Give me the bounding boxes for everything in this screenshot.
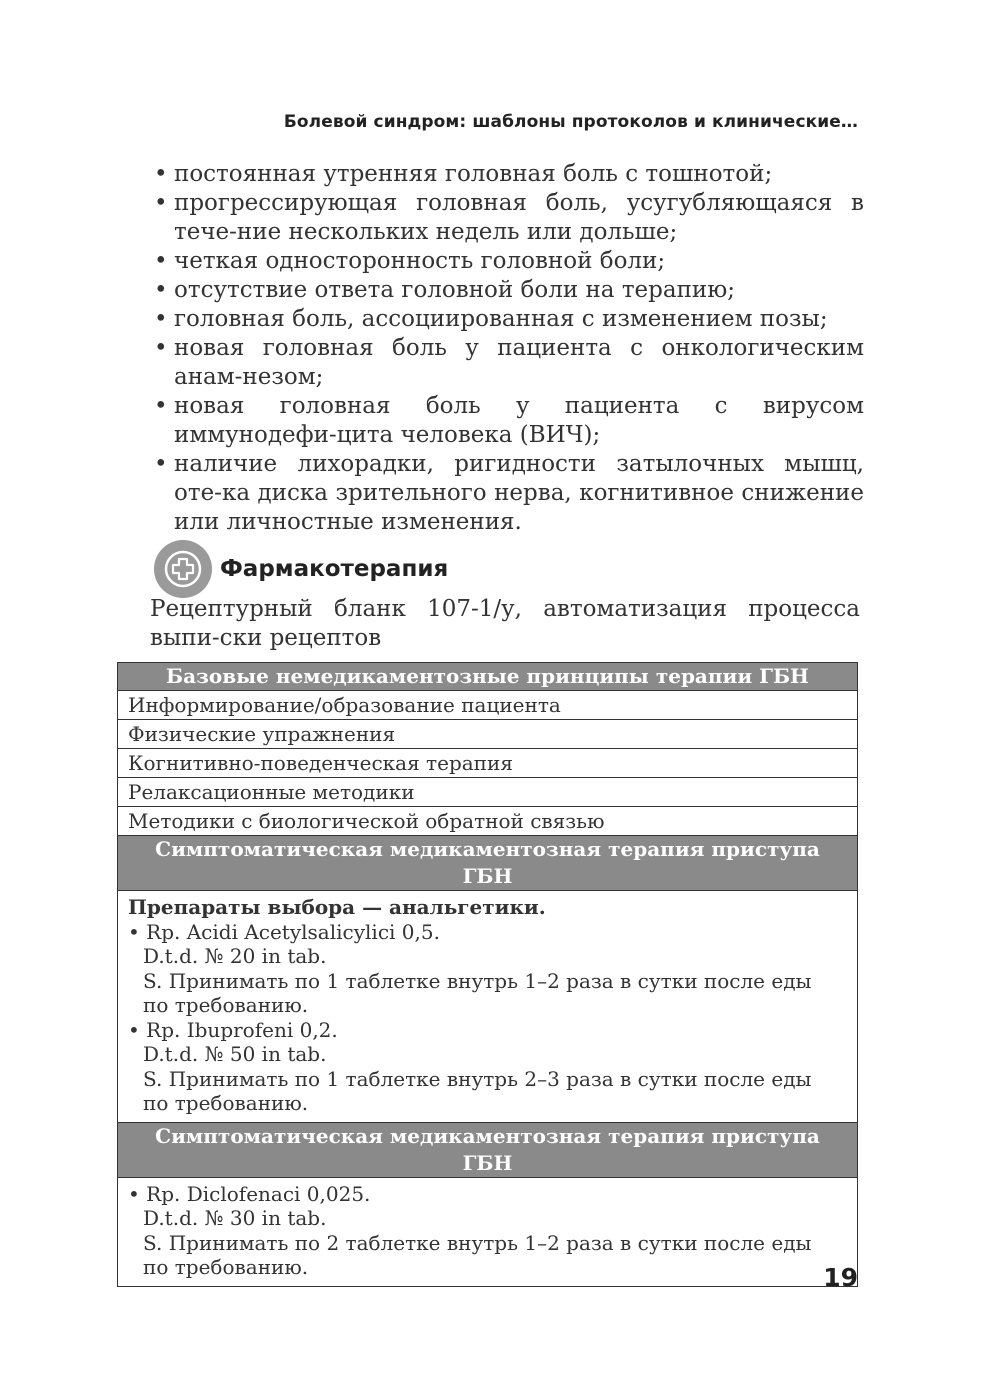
list-item-text: новая головная боль у пациента с вирусом иммунодефи-цита человека (ВИЧ); [174,393,864,448]
table-row: Релаксационные методики [118,778,858,807]
bullet-marker: • [154,335,168,361]
list-item [152,276,864,305]
prescription-signa: S. Принимать по 1 таблетке внутрь 1–2 раза в сутки после еды [143,968,812,993]
prescription-signa: S. Принимать по 1 таблетке внутрь 2–3 раза в сутки после еды [143,1066,812,1091]
list-item [152,392,864,450]
rp-text: Rp. Diclofenaci 0,025. [146,1181,371,1206]
prescription-block [118,1177,858,1286]
bullet-marker: • [154,161,168,187]
bullet-marker: • [154,306,168,332]
list-item-text: новая головная боль у пациента с онкологическим анам-незом; [174,335,864,390]
list-item [152,189,864,247]
list-item [152,305,864,334]
prescription-dtd: D.t.d. № 20 in tab. [143,944,327,968]
section-intro: Рецептурный бланк 107-1/у, автоматизация процесса выпи-ски рецептов [150,596,860,651]
table-row: Физические упражнения [118,720,858,749]
rp-text: Rp. Ibuprofeni 0,2. [146,1017,338,1042]
prescription-block [118,891,858,1123]
list-item-text: прогрессирующая головная боль, усугубляющаяся в тече-ние нескольких недель или дольше; [174,190,864,245]
bullet-marker: • [128,919,140,944]
page-number: 19 [823,1263,858,1292]
prescription-signa: S. Принимать по 2 таблетке внутрь 1–2 раза в сутки после еды [143,1230,812,1255]
list-item [152,160,864,189]
prescription-signa-cont: по требованию. [143,1091,309,1115]
section-title: Фармакотерапия [220,556,449,582]
prescription-signa-cont: по требованию. [143,993,309,1017]
therapy-table [117,662,858,1287]
bullet-marker: • [154,277,168,303]
rp-text: Rp. Acidi Acetylsalicylici 0,5. [146,919,440,944]
table-section-header: Симптоматическая медикаментозная терапия приступа ГБН [118,1122,858,1177]
section-heading [154,540,448,598]
table-section-header: Симптоматическая медикаментозная терапия приступа ГБН [118,836,858,891]
running-header: Болевой синдром: шаблоны протоколов и клинические… [283,112,858,132]
list-item [152,247,864,276]
bullet-marker: • [154,190,168,216]
list-item-text: отсутствие ответа головной боли на терапию; [174,277,736,303]
list-item [152,450,864,537]
bullet-list [152,160,864,537]
prescription-dtd: D.t.d. № 30 in tab. [143,1206,327,1230]
list-item [152,334,864,392]
list-item-text: четкая односторонность головной боли; [174,248,666,274]
table-row: Методики с биологической обратной связью [118,807,858,836]
table-row: Когнитивно-поведенческая терапия [118,749,858,778]
table-row: Информирование/образование пациента [118,691,858,720]
bullet-marker: • [128,1017,140,1042]
prescription-lead: Препараты выбора — анальгетики. [128,895,546,919]
prescription-rp [128,920,847,945]
bullet-marker: • [128,1181,140,1206]
prescription-rp [128,1018,847,1043]
bullet-marker: • [154,248,168,274]
bullet-marker: • [154,451,168,477]
list-item-text: наличие лихорадки, ригидности затылочных мышц, оте-ка диска зрительного нерва, когнитивное снижение или личностные изменения. [174,451,864,535]
table-section-header: Базовые немедикаментозные принципы терапии ГБН [118,663,858,691]
prescription-signa-cont: по требованию. [143,1255,309,1279]
medical-cross-icon [154,540,212,598]
bullet-marker: • [154,393,168,419]
prescription-rp [128,1182,847,1207]
list-item-text: постоянная утренняя головная боль с тошнотой; [174,161,773,187]
list-item-text: головная боль, ассоциированная с изменением позы; [174,306,828,332]
prescription-dtd: D.t.d. № 50 in tab. [143,1042,327,1066]
